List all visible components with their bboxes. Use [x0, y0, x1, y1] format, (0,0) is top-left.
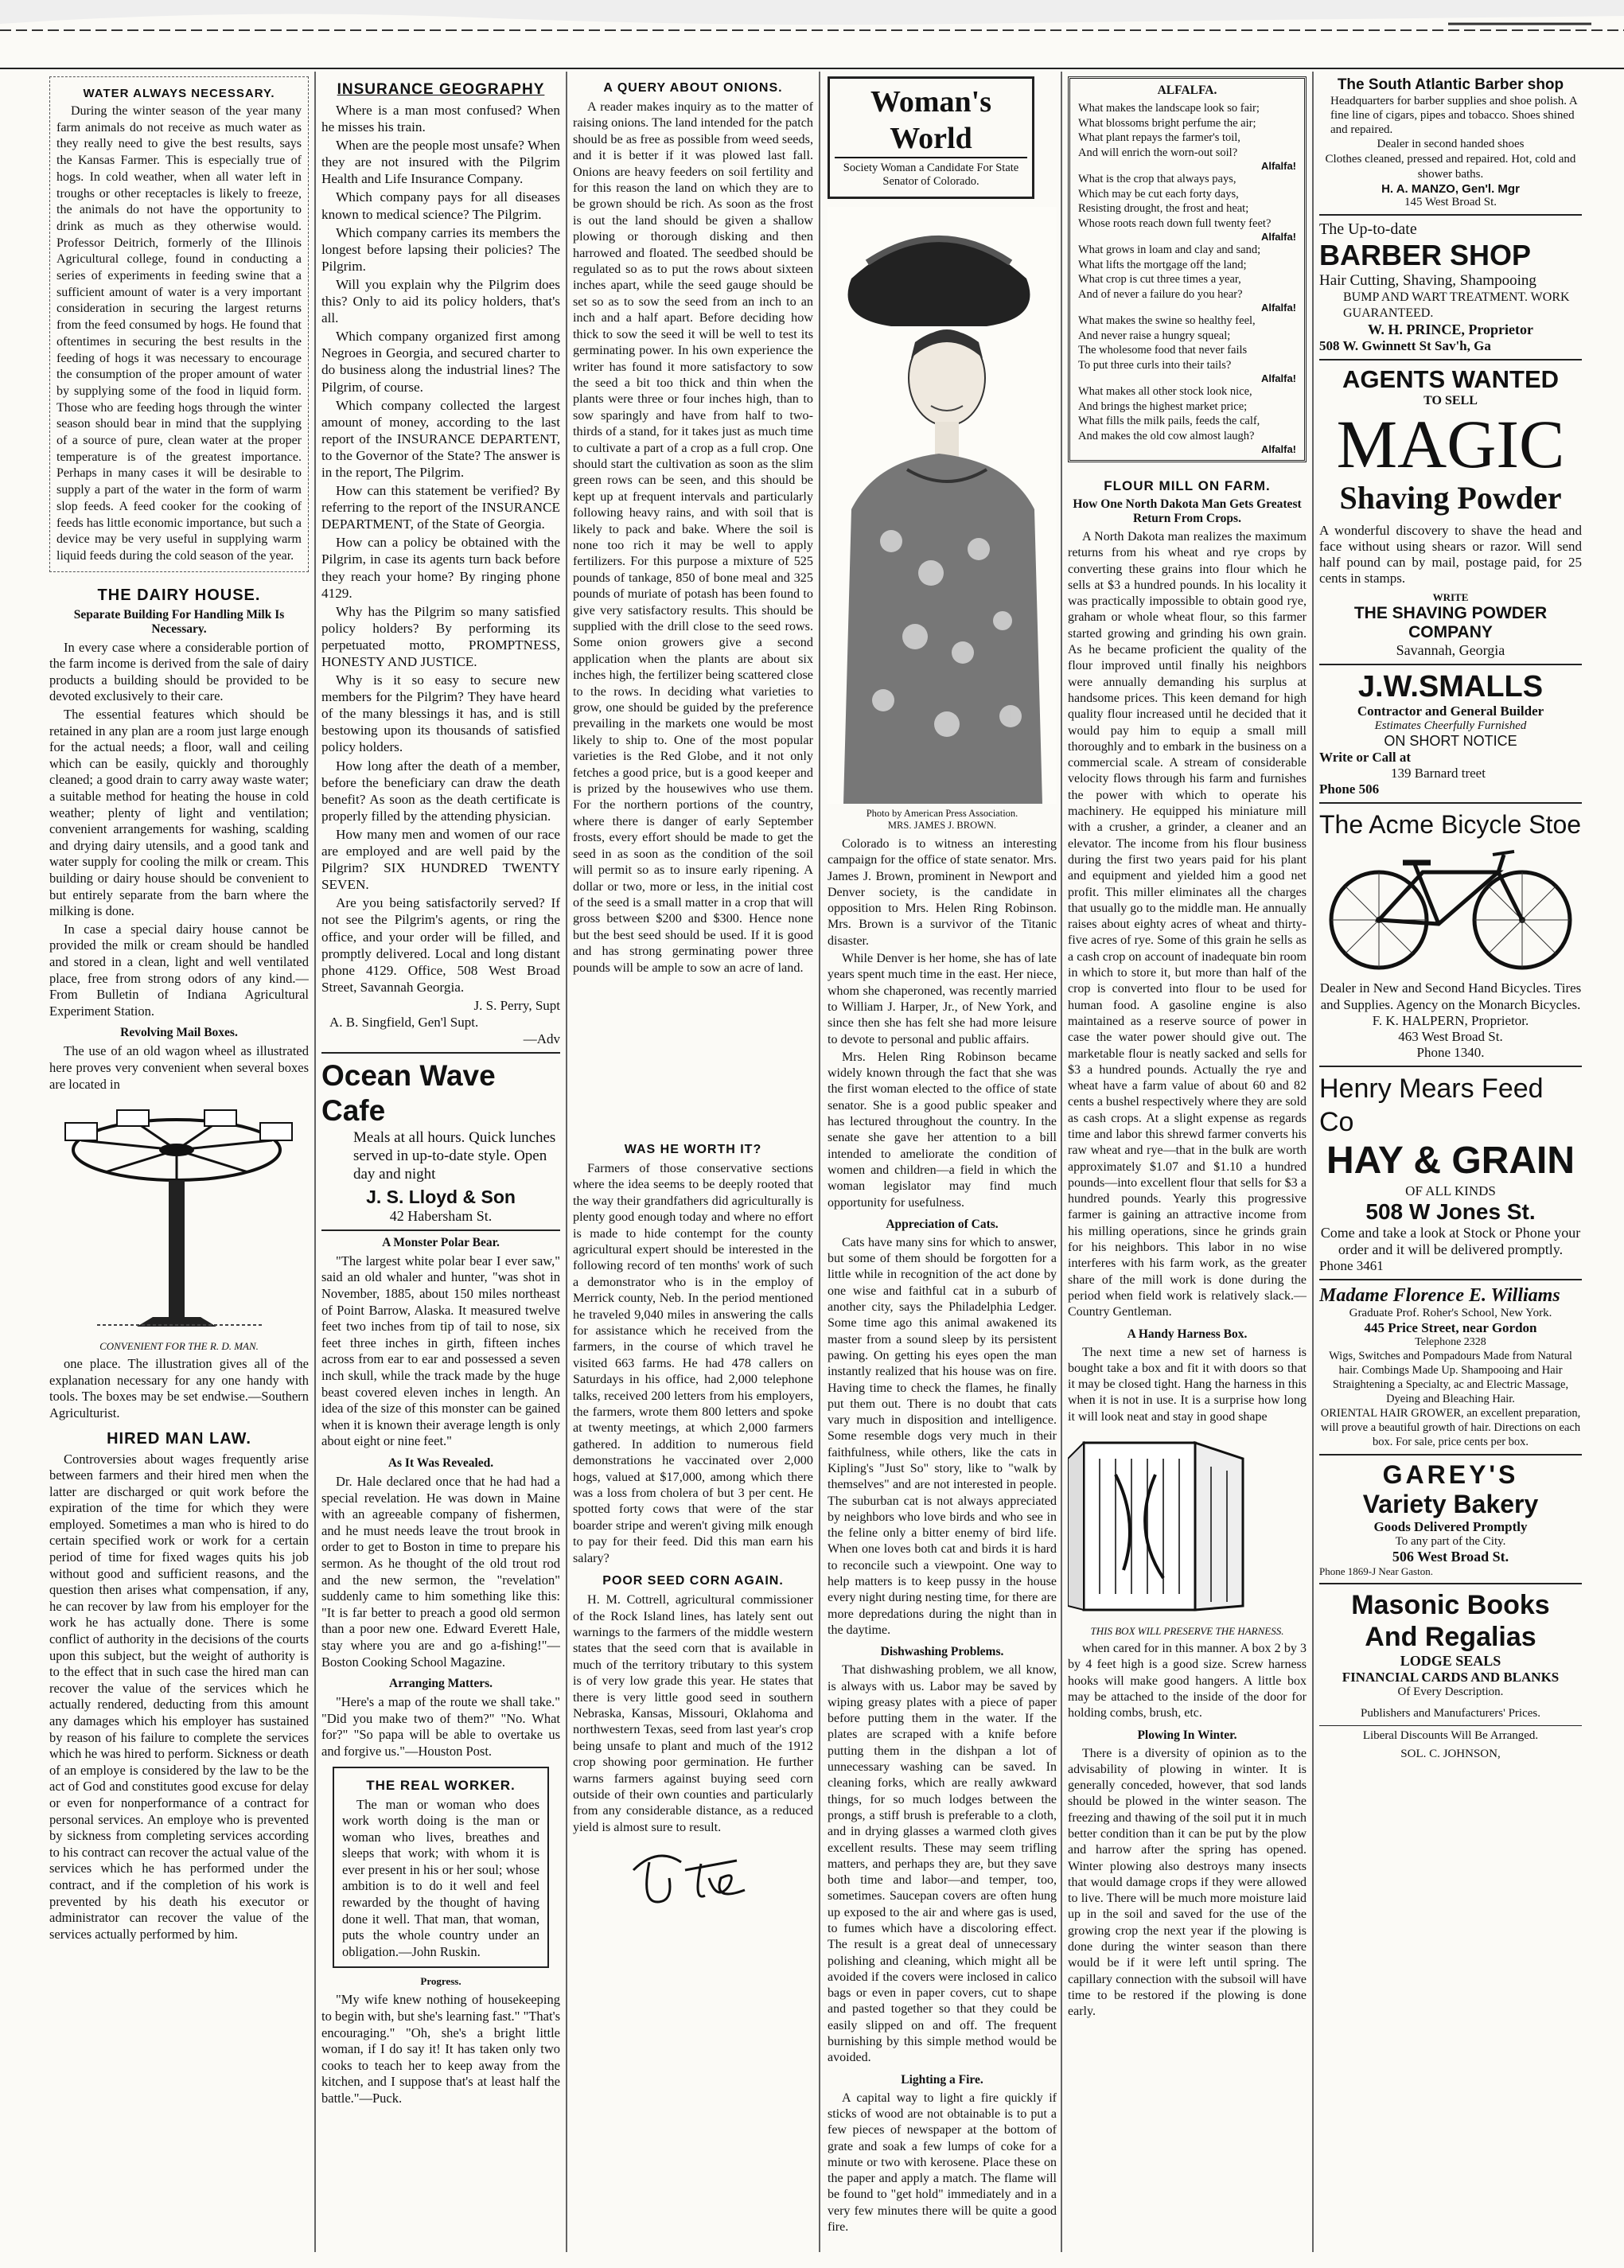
poem-line: What crop is cut three times a year, — [1078, 273, 1241, 286]
poem-line: And will enrich the worn-out soil? — [1078, 146, 1238, 159]
garey-phone: Phone 1869-J Near Gaston. — [1319, 1565, 1433, 1577]
arranging-heading: Arranging Matters. — [389, 1677, 493, 1691]
smalls-ad — [1319, 670, 1582, 797]
cafe-ad — [321, 1058, 560, 1225]
insurance-para-6: Which company collected the largest amount of money, according to the last report of the INSURANCE DEPARTENT, to the Governor of the State? The answer is in the report, The Pilgrim. — [321, 397, 560, 480]
sa-address: 145 West Broad St. — [1404, 196, 1497, 208]
dairy-text-1: In every case where a considerable portion of the farm income is derived from the sale of dairy products a building should be provided to be devoted exclusively to their care. — [49, 639, 309, 704]
insurance-para-4: Will you explain why the Pilgrim does this? Only to aid its policy holders, that's all. — [321, 276, 560, 326]
signature — [573, 1846, 813, 1915]
insurance-signature-2: A. B. Singfield, Gen'l Supt. — [329, 1014, 479, 1030]
insurance-paragraphs — [321, 102, 560, 996]
sa-owner: H. A. MANZO, Gen'l. Mgr — [1381, 182, 1520, 196]
jw-title: J.W.SMALLS — [1357, 670, 1544, 703]
progress-heading: Progress. — [420, 1975, 461, 1988]
jw-phone: Phone 506 — [1319, 781, 1380, 797]
jw-text-2: Estimates Cheerfully Furnished — [1374, 719, 1527, 732]
brown-text-2: While Denver is her home, she has of late years spent much time in the east. Her niece, whom she chaperoned, was recently married to William J. Harper, Jr., of New York, and since then she has felt she had more leisure to devote to personal and public affairs. — [828, 952, 1057, 1046]
portrait-photo — [828, 207, 1057, 804]
dairy-text-2: The essential features which should be retained in any plan are a room just large enough for the actual needs; a floor, wall and ceiling which can be easily, quickly and thoroughly cleaned; a good drain to carry away waste water; a suitable method for heating the house in cold weather; plenty of light and ventilation; convenient arrangements for washing, scalding and drying dairy utensils, and a good tank and water supply for cooling the milk or cream. This building or dairy house should be convenient to but entirely separate from the barn where the milking is done. — [49, 707, 309, 919]
garey-title: GAREY'S — [1382, 1460, 1519, 1489]
womans-world-title: Woman's World — [835, 84, 1027, 158]
ag-city: Savannah, Georgia — [1396, 642, 1505, 658]
progress-text: "My wife knew nothing of housekeeping to begin with, but she's learning fast." "That's encouraging." "Oh, she's a bright little woman, if I do say it! It has taken only two cooks to teach her to keep away from the kitchen, and I suppose that's at least half the battle."—Puck. — [321, 1992, 560, 2106]
garey-bakery-ad — [1319, 1460, 1582, 1578]
masonic-books-ad — [1319, 1589, 1582, 1761]
poem-refrain: Alfalfa! — [1260, 231, 1296, 243]
insurance-signature-1: J. S. Perry, Supt — [473, 997, 560, 1013]
hm-text: Come and take a look at Stock or Phone your order and it will be delivered promptly. — [1320, 1225, 1581, 1257]
plowing-heading: Plowing In Winter. — [1137, 1728, 1237, 1742]
poem-line: What plant repays the farmer's toil, — [1078, 131, 1240, 144]
column-1 — [49, 76, 309, 2257]
seed-corn-heading: POOR SEED CORN AGAIN. — [602, 1574, 784, 1588]
mad-address: 445 Price Street, near Gordon — [1364, 1320, 1537, 1335]
poem-line: And never raise a hungry squeal; — [1078, 329, 1231, 342]
real-worker-heading: THE REAL WORKER. — [366, 1777, 516, 1793]
poem-line: And of never a failure do you hear? — [1078, 287, 1243, 301]
hired-heading: HIRED MAN LAW. — [107, 1429, 251, 1448]
garey-text: Goods Delivered Promptly — [1373, 1519, 1528, 1534]
insurance-heading: INSURANCE GEOGRAPHY — [337, 81, 545, 98]
brown-text-1: Colorado is to witness an interesting campaign for the office of state senator. Mrs. James J. Brown, prominent in Newport and Denver society, is the candidate in opposition to Mrs. Helen Ring Robinson. Mrs. Brown is a survivor of the Titanic disaster. — [828, 837, 1057, 948]
harness-text-2: when cared for in this manner. A box 2 by 3 by 4 feet high is a good size. Screw harness hooks will make good hangers. A little box may be attached to the inside of the door for holding combs, brush, etc. — [1068, 1642, 1307, 1720]
ag-write: WRITE — [1432, 591, 1469, 603]
sa-title: The South Atlantic Barber shop — [1337, 76, 1564, 93]
hm-phone: Phone 3461 — [1319, 1258, 1384, 1273]
column-4 — [828, 76, 1057, 2257]
insurance-para-2: Which company pays for all diseases known to medical science? The Pilgrim. — [321, 189, 560, 222]
brown-text-3: Mrs. Helen Ring Robinson became widely known through the fact that she was the first woman elected to the office of state senator. She is a good public speaker and has lectured throughout the country. In the senate she gave her attention to a bill intended to ameliorate the condition of women and children—a field in which the woman legislator may find much opportunity for usefulness. — [828, 1050, 1057, 1210]
cafe-title: Ocean Wave Cafe — [321, 1058, 496, 1127]
magic-powder-ad — [1319, 365, 1582, 659]
jw-write: Write or Call at — [1319, 750, 1412, 765]
cafe-address: 42 Habersham St. — [389, 1207, 493, 1224]
flour-mill-subheading: How One North Dakota Man Gets Greatest Return From Crops. — [1073, 497, 1302, 525]
insurance-para-1: When are the people most unsafe? When they are not insured with the Pilgrim Health and Life Insurance Company. — [321, 138, 560, 187]
acme-text: Dealer in New and Second Hand Bicycles. Tires and Supplies. Agency on the Monarch Bicycles. — [1319, 980, 1582, 1012]
flour-mill-text: A North Dakota man realizes the maximum returns from his wheat and rye crops by converting these grains into flour which he sells at $3 a hundred pounds. In his locality it was practically impossible to obtain good rye, graham or whole wheat flour, so this farmer started growing and grinding his own grain. As he became proficient the quality of the flour improved until finally his neighbors were annually demanding his surplus at handsome prices. This keen demand for high quality flour increased until he decided that it would pay him to equip a small mill thoroughly and to embark in the business on a commercial scale. A stream of considerable velocity flows through his farm and furnishes the power with which to operate his machinery. He equipped his miniature mill with a crusher, a grinder, a cleaner and an elevator. The income from his flour business during the first two years paid for his plant and equipment and yielded him a good net profit. This miller eliminates all the charges that usually go to the middle man. He annually raises about eighty acres of wheat and thirty-five acres of rye. Some of this grain he sells as a cash crop on account of inadequate bin room in which to store it, but more than half of the crop is converted into flour to be used for human food. A gasoline engine is also maintained as a reserve source of power in case the water power should give out. The marketable flour is neatly sacked and sells for $3 a hundred pounds. Actually the rye and wheat have a farm value of about 60 and 82 cents a bushel respectively where they are sold as cash crops. At a slight expense as regards time and labor this shrewd farmer converts his raw wheat and rye—that in the bulk are worth approximately $1.07 and $1.10 a hundred pounds—into excellent flour that sells for $3 a hundred pounds. Yearly this progressive farmer is gaining an attractive income from his milling operations, since he grinds grain for his neighbors. This labor in no wise interferes with his farm work, as the greater share of the mill work is done during the period when field work is relatively slack.—Country Gentleman. — [1068, 530, 1307, 1319]
hired-text: Controversies about wages frequently arise between farmers and their hired men when the latter are discharged or quit work before the expiration of the time for which they were employed. Sometimes a man who is hired to do certain specified work or work for a certain period of time for fixed wages quits his job without good and sufficient reasons, and the question then arises what compensation, if any, he can recover by law from his employer for the work he has actually done. There is some conflict of authority in the decisions of the courts upon this subject, but the weight of authority is to the effect that in such case the hired man can recover the value of the services which he actually rendered, deducting from this amount any damages which his employer has sustained by reason of his failure to complete the services which he was hired to perform. Sickness or death of an employe is considered by the law to be the act of God and constitutes good excuse for delay or even for nonperformance of a contract for personal services. An employe who is prevented by sickness from completing services according to his contract can recover the actual value of the services which he has performed under the contract, and if the completion of his work is prevented by his death his executor or administrator can recover the value of the services actually performed by him. — [49, 1451, 309, 1942]
acme-title: The Acme Bicycle Stoe — [1319, 810, 1582, 839]
cats-heading: Appreciation of Cats. — [886, 1217, 999, 1231]
acme-phone: Phone 1340. — [1416, 1045, 1485, 1060]
insurance-para-5: Which company organized first among Negroes in Georgia, and secured charter to do business along the industrial lines? The Pilgrim, of course. — [321, 329, 560, 395]
insurance-para-7: How can this statement be verified? By referring to the report of the INSURANCE DEPARTMENT, of the State of Georgia. — [321, 483, 560, 532]
insurance-para-9: Why has the Pilgrim so many satisfied policy holders? By performing its perpetuated motto, PROMPTNESS, HONESTY AND JUSTICE. — [321, 603, 560, 669]
mas-line-3: Of Every Description. — [1397, 1685, 1504, 1698]
bear-heading: A Monster Polar Bear. — [382, 1235, 500, 1249]
poem-refrain: Alfalfa! — [1260, 160, 1296, 172]
reveal-heading: As It Was Revealed. — [388, 1456, 494, 1470]
mad-text: Graduate Prof. Roher's School, New York. — [1349, 1307, 1552, 1319]
ag-shaving-powder: Shaving Powder — [1339, 480, 1562, 516]
seed-corn-text: H. M. Cottrell, agricultural commissioner of the Rock Island lines, has lately sent out warnings to the farmers of the middle western states that the seed corn that is available in much of the territory tributary to this system is of very low grade this year. He states that there is very little good seed in southern Nebraska, Kansas, Missouri, Oklahoma and northwestern Texas, seed from last year's crop being unsafe to plant and much of the 1912 crop showing poor germination. He further warns farmers against buying seed corn outside of their own counties and particularly from any considerable distance, as a reduced yield is almost sure to result. — [573, 1592, 813, 1834]
ag-magic: MAGIC — [1336, 406, 1565, 482]
mas-owner: SOL. C. JOHNSON, — [1400, 1748, 1501, 1760]
poem-line: And brings the highest market price; — [1078, 399, 1248, 413]
mas-line-4: Publishers and Manufacturers' Prices. — [1361, 1707, 1540, 1720]
dish-text: That dishwashing problem, we all know, is always with us. Labor may be saved by wiping greasy plates with a piece of paper before putting them in the water. If the plates are scraped with a knife before putting them in the dishpan a lot of unnecessary washing can be saved. In cleaning forks, which are really awkward things, for so much lodges between the prongs, a stiff brush is preferable to a cloth, and in drying glasses a warmed cloth gives excellent results. These may seem trifling matters, and perhaps they are, but they save both time and labor—and temper, too, sometimes. Saucepan covers are often hung up exposed to the air and where gas is used, to fumes which have a discoloring effect. The result is a great deal of unnecessary polishing and cleaning, which might all be avoided if the covers were inclosed in calico bags or even in paper covers, cut to shape and pasted together so that they could be easily slipped on and off. The frequent burnishing by this simple method would be avoided. — [828, 1663, 1057, 2065]
garey-text-2: To any part of the City. — [1395, 1535, 1506, 1548]
onion-text: A reader makes inquiry as to the matter of raising onions. The land intended for the patch should be as free as possible from weed seeds, and it is better if it was plowed last fall. Onions are heavy feeders on soil fertility and for this reason the land on which they are to be grown should be rich. As soon as the frost is out the land should be given a shallow plowing or thorough disking and then harrowed and floated. The seedbed should be regulated so as to put the rows about sixteen inches apart, while the seed gauge should be set so as to sow the seed from an inch to an inch and a half apart. Before deciding how thick to sow the seed it will be well to test its germinating power. In his own experience the writer has found it more satisfactory to sow the seed a bit too thick and thin when the plants were three or four inches high, than to sow sparingly and have from half to two-thirds of a stand, for it takes just as much time to cultivate a part of a crop as a full crop. One should start the cultivation as soon as the slim green rows can be seen, and this should be kept up at frequent intervals and particularly following heavy rains, and with soil that is likely to pack and bake. Where the soil is none too rich it may be well to apply fertilizers. For this purpose a mixture of 525 pounds of tankage, 850 of bone meal and 325 pounds of muriate of potash has been found to give very satisfactory results. This should be supplied with the drill close to the seed rows. Some onion growers give a second application when the plants are about six inches high, the fertilizer being scattered close to the rows. In deciding what varieties to grow, one should be guided by the preference prevailing in the markets one would be most likely to ship to. One of the most popular varieties is the Red Globe, and it not only fetches a good price, but is a good keeper and is prized by the housewives who use them. For the northern portions of the country, where there is danger of early September frosts, every effort should be made to get the seed in as soon as the condition of the soil will permit so as to insure early ripening. A dollar or two, more or less, in the initial cost of the seed is a small matter in a crop that will gross between $200 and $300. Hence none but the best seed should be used. If it is good and has strong germinating power three pounds will be ample to sow an acre of land. — [573, 99, 813, 975]
insurance-para-13: Are you being satisfactorily served? If not see the Pilgrim's agents, or ring the office, and your order will be filled, and promptly delivered. Local and long distant phone 4129. Office, 508 West Broad Street, Savannah Georgia. — [321, 895, 560, 995]
mears-feed-ad — [1319, 1072, 1582, 1274]
column-2 — [321, 76, 560, 2257]
bs-text: Hair Cutting, Shaving, Shampooing — [1319, 272, 1536, 289]
poem-line: What is the crop that always pays, — [1078, 173, 1236, 185]
poem-line: The wholesome food that never fails — [1078, 344, 1248, 357]
poem-line: What grows in loam and clay and sand; — [1078, 244, 1261, 256]
harness-text: The next time a new set of harness is bought take a box and fit it with doors so that it may be closed tight. Hang the harness in this when it is not in use. It is a surprise how long it will look neat and stay in good shape — [1068, 1345, 1307, 1424]
real-worker-box — [333, 1767, 549, 1969]
insurance-para-10: Why is it so easy to secure new members for the Pilgrim? They have heard of the many blessings it has, and is still bestowing upon its thousands of satisfied policy holders. — [321, 672, 560, 755]
photo-caption: MRS. JAMES J. BROWN. — [887, 820, 997, 831]
sa-text-2: Dealer in second handed shoes — [1377, 138, 1525, 150]
worth-heading: WAS HE WORTH IT? — [624, 1142, 762, 1156]
insurance-para-12: How many men and women of our race are employed and are well paid by the Pilgrim? SIX HUNDRED TWENTY SEVEN. — [321, 826, 560, 893]
photo-credit: Photo by American Press Association. — [866, 808, 1018, 819]
mas-title: Masonic Books — [1351, 1590, 1550, 1620]
torn-masthead-strip — [0, 0, 1624, 72]
insurance-para-8: How can a policy be obtained with the Pilgrim, in case its agents turn back before they reach your home? By ringing phone 4129. — [321, 535, 560, 601]
poem-line: Resisting drought, the frost and heat; — [1078, 202, 1249, 215]
plowing-text: There is a diversity of opinion as to the advisability of plowing in winter. It is generally conceded, however, that sod lands should be plowed in the winter season. The freezing and thawing of the soil put it in much better condition than it can be put by the plow and harrow after the spring has opened. Winter plowing also destroys many insects that would damage crops if they were allowed to live. There will be much more moisture laid up in the soil and saved for the use of the growing crop the next year if the plowing is done during the winter season than there would be if it were left until spring. The capillary connection with the subsoil will have time to be restored if the plowing is done early. — [1068, 1746, 1307, 2019]
mas-title-2: And Regalias — [1365, 1622, 1536, 1652]
column-6-ads — [1319, 76, 1582, 2257]
madame-williams-ad — [1319, 1285, 1582, 1449]
hm-kinds: OF ALL KINDS — [1405, 1183, 1496, 1198]
poem-refrain: Alfalfa! — [1260, 372, 1296, 384]
poem-line: What makes the landscape look so fair; — [1078, 102, 1260, 115]
poem-line: What makes all other stock look nice, — [1078, 385, 1252, 398]
insurance-para-3: Which company carries its members the longest before lapsing their policies? The Pilgrim. — [321, 224, 560, 274]
flour-mill-heading: FLOUR MILL ON FARM. — [1104, 478, 1271, 493]
mail-caption: CONVENIENT FOR THE R. D. MAN. — [99, 1340, 259, 1353]
fire-text: A capital way to light a fire quickly if sticks of wood are not obtainable is to put a few pieces of newspaper at the bottom of grate and soak a few lumps of coke for a minute or two with kerosene. Place these on the paper and apply a match. The flame will be found to "get hold" immediately and in a very few minutes there will be quite a good fire. — [828, 2091, 1057, 2235]
dairy-heading: THE DAIRY HOUSE. — [97, 586, 261, 604]
jw-text: Contractor and General Builder — [1357, 703, 1544, 719]
womans-world-subtitle: Society Woman a Candidate For State Senator of Colorado. — [843, 162, 1019, 188]
bs-pre: The Up-to-date — [1319, 220, 1417, 238]
column-3 — [573, 76, 813, 2257]
poem-line: To put three curls into their tails? — [1078, 358, 1232, 372]
ag-text: A wonderful discovery to shave the head and face without using shears or razor. Will send half pound can by mail, postage paid, for 25 cents in stamps. — [1319, 523, 1582, 586]
mas-line-1: LODGE SEALS — [1400, 1653, 1501, 1669]
acme-address: 463 West Broad St. — [1398, 1029, 1503, 1044]
mail-text-2: one place. The illustration gives all of the explanation necessary for any one handy with tools. The boxes may be set endwise.—Southern Agriculturist. — [49, 1356, 309, 1420]
mad-phone: Telephone 2328 — [1415, 1336, 1486, 1348]
arranging-text: "Here's a map of the route we shall take." "Did you make two of them?" "No. What for?" "So papa will be able to overtake us and forgive us."—Houston Post. — [321, 1694, 560, 1759]
poem-refrain: Alfalfa! — [1260, 443, 1296, 455]
onion-heading: A QUERY ABOUT ONIONS. — [603, 81, 783, 95]
mad-text-3: ORIENTAL HAIR GROWER, an excellent preparation, will prove a beautiful growth of hair. Directions on each box. For sale, price cents per box. — [1320, 1407, 1581, 1448]
ag-title: AGENTS WANTED — [1342, 365, 1560, 393]
alfalfa-box — [1068, 76, 1307, 462]
mad-text-2: Wigs, Switches and Pompadours Made from Natural hair. Combings Made Up. Shampooing and Hair Straightening a Specialty, ac and Electric Massage, Dyeing and Bleaching Hair. — [1329, 1350, 1572, 1405]
poem-line: What fills the milk pails, feeds the calf, — [1078, 415, 1260, 427]
jw-text-3: ON SHORT NOTICE — [1384, 733, 1517, 749]
poem-line: What makes the swine so healthy feel, — [1078, 314, 1256, 327]
garey-address: 506 West Broad St. — [1392, 1549, 1509, 1565]
bs-owner: W. H. PRINCE, Proprietor — [1368, 321, 1533, 337]
acme-bicycle-ad — [1319, 809, 1582, 1061]
insurance-adv-mark: —Adv — [523, 1031, 560, 1046]
mail-text-1: The use of an old wagon wheel as illustrated here proves very convenient when several boxes are located in — [49, 1043, 309, 1092]
poem-line: What lifts the mortgage off the land; — [1078, 258, 1247, 271]
signature-text — [573, 1914, 813, 1915]
hm-big: HAY & GRAIN — [1326, 1140, 1575, 1182]
garey-title-2: Variety Bakery — [1362, 1490, 1539, 1518]
poem-refrain: Alfalfa! — [1260, 302, 1296, 314]
worth-text: Farmers of those conservative sections where the idea seems to be deeply rooted that the way their grandfathers did agriculturally is plenty good enough today and where no effort is made to hide contempt for the county agricultural expert should be interested in the following record of ten months' work of such a demonstrator who is in the employ of Merrick county, Neb. In the period mentioned he traveled 9,040 miles in answering the calls for assistance which he received from the farmers, in the course of which travel he visited 663 farms. He had 478 callers on Saturdays in his office, had 2,000 telephone talks, received 200 letters from his employers, the farmers, wrote them 800 letters and spoke at twenty meetings, at which 2,000 farmers gathered. In addition to numerous field demonstrations he vaccinated over 2,000 hogs, valued at $17,000, among which there was a loss from cholera of but 3 per cent. He spotted forty cows that were of the star boarder stripe and weren't giving milk enough to pay for their feed. Did this man earn his salary? — [573, 1160, 813, 1565]
bear-text: "The largest white polar bear I ever saw," said an old whaler and hunter, "was shot in November, 1885, about 150 miles northeast of Point Barrow, Alaska. It measured twelve feet two inches from tip of tail to nose, six feet three inches in girth, fifteen inches across from ear to ear and possessed a seven inch skull, while the track made by the huge beast covered eleven inches in length. An idea of the size of this monster can be gained when it is known their average length is only about eight or nine feet." — [321, 1253, 560, 1449]
reveal-text: Dr. Hale declared once that he had had a special revelation. He was down in Maine with an agreeable company of fishermen, and he must needs leave the trout brook in order to get to Boston in time to prepare his sermon. As he thought of the old trout rod and the new sermon, the "revelation" suddenly came to him something like this: "It is far better to preach a good old sermon than a poor new one. Edward Everett Hale, stay where you are and go a-fishing!"—Boston Cooking School Magazine. — [321, 1474, 560, 1670]
alfalfa-poem — [1078, 101, 1296, 455]
signature-graphic — [625, 1846, 761, 1910]
dairy-text-3: In case a special dairy house cannot be provided the milk or cream should be handled and stored in a clean, light and well ventilated place, free from strong odors of any kind.—From Bulletin of Indiana Agricultural Experiment Station. — [49, 921, 309, 1019]
mas-line-5: Liberal Discounts Will Be Arranged. — [1319, 1725, 1582, 1743]
acme-owner: F. K. HALPERN, Proprietor. — [1372, 1013, 1529, 1028]
real-worker-text: The man or woman who does work worth doing is the man or woman who lives, breathes and sleeps that work; with whom it is ever present in his or her soul; whose ambition is to do it well and feel rewarded by the thought of having done it well. That man, that woman, puts the whole country under an obligation.—John Ruskin. — [342, 1796, 539, 1959]
ag-to-sell: TO SELL — [1423, 394, 1478, 407]
harness-caption: THIS BOX WILL PRESERVE THE HARNESS. — [1090, 1625, 1284, 1638]
harness-heading: A Handy Harness Box. — [1127, 1327, 1248, 1341]
water-heading: WATER ALWAYS NECESSARY. — [83, 87, 275, 100]
mad-title: Madame Florence E. Williams — [1319, 1285, 1560, 1306]
insurance-para-0: Where is a man most confused? When he misses his train. — [321, 103, 560, 135]
bs-title: BARBER SHOP — [1319, 239, 1532, 271]
bs-address: 508 W. Gwinnett St Sav'h, Ga — [1319, 338, 1491, 353]
dairy-subheading: Separate Building For Handling Milk Is Necessary. — [73, 607, 285, 636]
cats-text: Cats have many sins for which to answer, but some of them should be forgotten for a little while in recognition of the act done by one wise and faithful cat in a suburb of another city, says the Philadelphia Ledger. Some time ago this animal awakened its master from a sound sleep by its persistent pawing. On getting his eyes open the man instantly realized that his house was on fire. Having time to check the flames, he finally put them out. There is no doubt that cats vary much in disposition and intelligence. Some resemble dogs very much in their faithfulness, while others, like the cats in Kipling's "Just So" story, like to "walk by themselves" and are not interested in people. The suburban cat is not always appreciated by neighbors who love birds and who see in the feline only a bitter enemy of bird life. When one loves both cat and birds it is hard to reconcile such a viewpoint. One way to help matters is to keep pussy in the house every night during nesting time, for there are more depredations during the night than in the daytime. — [828, 1235, 1057, 1637]
poem-line: Whose roots reach down full twenty feet? — [1078, 216, 1272, 230]
mail-heading: Revolving Mail Boxes. — [120, 1026, 238, 1040]
fire-heading: Lighting a Fire. — [901, 2072, 983, 2087]
jw-address: 139 Barnard treet — [1391, 766, 1486, 781]
hm-title: Henry Mears Feed Co — [1319, 1074, 1544, 1137]
barber-shop-ad — [1319, 220, 1582, 354]
insurance-para-11: How long after the death of a member, before the beneficiary can draw the death benefit? As soon as the death certificate is properly filled by the attending physician. — [321, 758, 560, 824]
ag-company: THE SHAVING POWDER COMPANY — [1353, 604, 1548, 641]
bs-text-2: BUMP AND WART TREATMENT. WORK GUARANTEED. — [1343, 290, 1570, 320]
south-atlantic-ad — [1319, 76, 1582, 209]
harness-box-illustration — [1068, 1427, 1307, 1618]
hm-address: 508 W Jones St. — [1365, 1199, 1536, 1224]
water-text: During the winter season of the year many farm animals do not receive as much water as they really need to give the best results, says the Kansas Farmer. This is especially true of hogs. In cold weather, when all water left in troughs or other receptacles is likely to freeze, the animals do not have the opportunity to drink as much as they otherwise would. Professor Deitrich, formerly of the Illinois Agricultural college, found in conducting a series of experiments in feeding swine that a sufficient amount of water is a very important consideration in securing the largest returns from the feed consumed by hogs. He found that oftentimes in securing the best results in the feeding of hogs it was necessary to encourage the consumption of the proper amount of water by supplying some of the food in liquid form. Those who are feeding hogs through the winter season should bear in mind that the supplying of a source of pure, clean water at the proper temperature is of the greatest importance. Perhaps in many cases it will be desirable to supply a part of the water in the form of warm slop feeds. A feed cooker for the cooking of feeds has little economic importance, but such a device may be very useful in supplying warm liquid feeds during the cold season of the year. — [56, 104, 302, 563]
mas-line-2: FINANCIAL CARDS AND BLANKS — [1342, 1670, 1560, 1685]
bicycle-illustration — [1319, 840, 1582, 976]
water-box — [49, 76, 309, 572]
cafe-owner: J. S. Lloyd & Son — [366, 1186, 516, 1207]
sa-text-3: Clothes cleaned, pressed and repaired. Hot, cold and shower baths. — [1325, 153, 1576, 181]
sa-text: Headquarters for barber supplies and shoe polish. A fine line of cigars, pipes and tobacco. Shoes shined and repaired. — [1330, 95, 1577, 136]
dish-heading: Dishwashing Problems. — [880, 1645, 1004, 1659]
womans-world-box — [828, 76, 1034, 199]
alfalfa-heading: ALFALFA. — [1157, 84, 1217, 97]
poem-line: Which may be cut each forty days, — [1078, 187, 1239, 201]
mailbox-wheel-illustration — [49, 1094, 309, 1333]
poem-line: And makes the old cow almost laugh? — [1078, 429, 1255, 442]
column-5 — [1068, 76, 1307, 2257]
cafe-text: Meals at all hours. Quick lunches served in up-to-date style. Open day and night — [353, 1128, 556, 1183]
poem-line: What blossoms bright perfume the air; — [1078, 116, 1256, 130]
